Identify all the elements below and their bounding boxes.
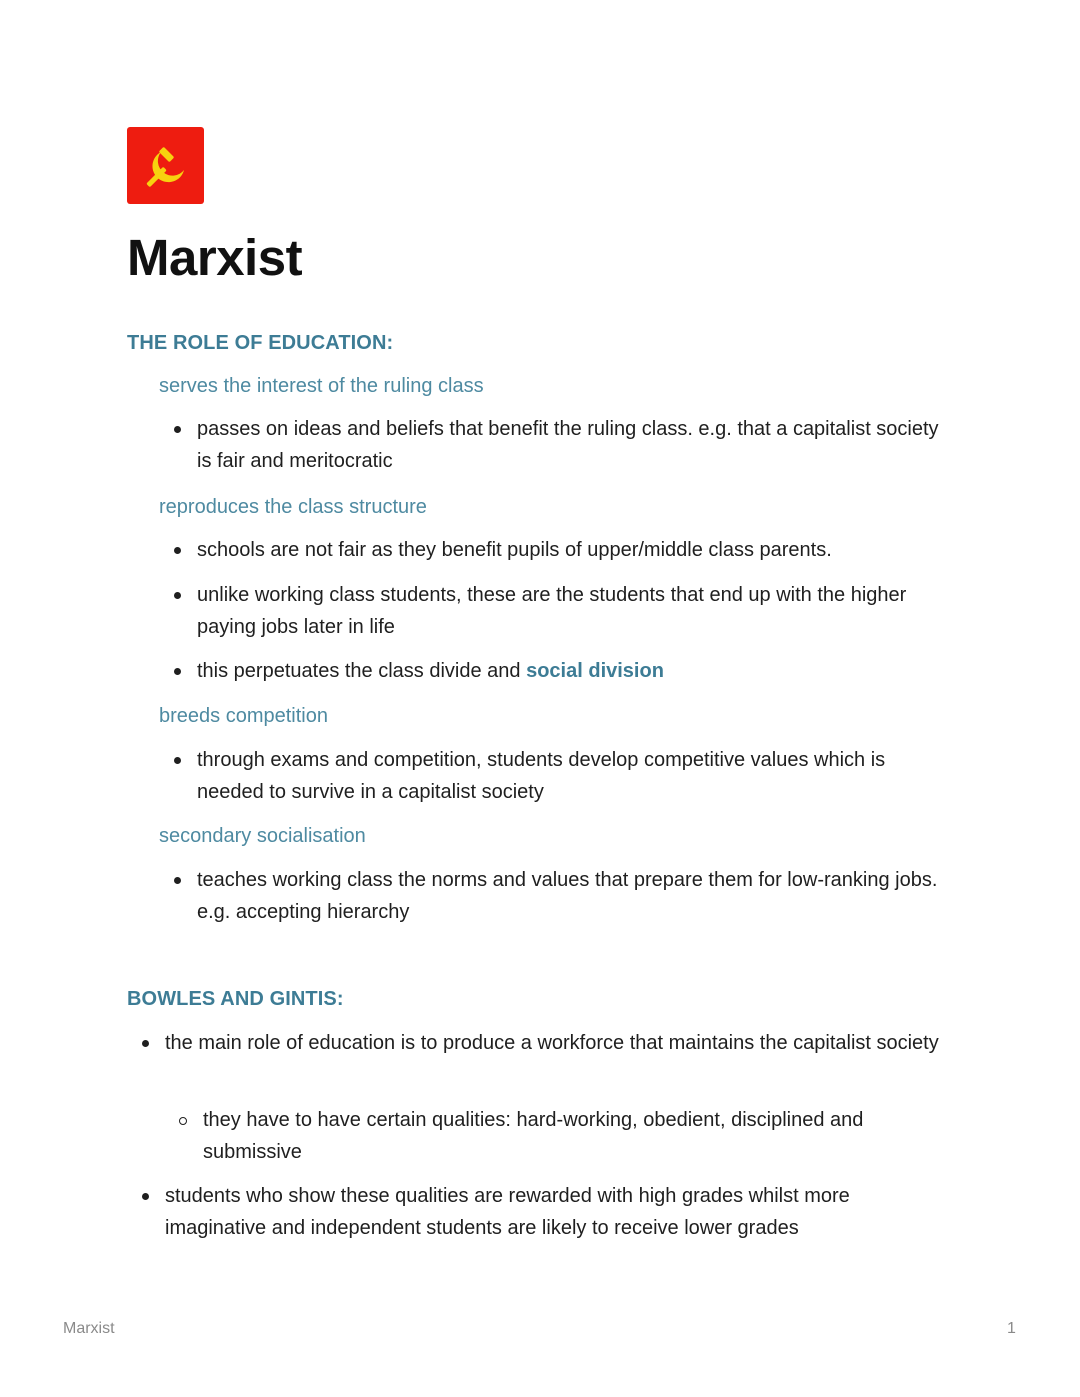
list-item: the main role of education is to produce a workforce that maintains the capitalist society	[165, 1027, 945, 1059]
list-item: unlike working class students, these are the students that end up with the higher paying jobs later in life	[197, 579, 957, 643]
hammer-and-sickle-icon	[141, 141, 191, 191]
list-item: teaches working class the norms and values that prepare them for low-ranking jobs. e.g. accepting hierarchy	[197, 864, 957, 928]
emphasis-text: social division	[526, 660, 664, 682]
section-heading-bowles-gintis: BOWLES AND GINTIS:	[127, 988, 344, 1010]
footer-title: Marxist	[63, 1320, 115, 1337]
subsection-title: serves the interest of the ruling class	[159, 375, 484, 397]
list-item: students who show these qualities are rewarded with high grades whilst more imaginative and independent students are likely to receive lower grades	[165, 1180, 945, 1244]
section-heading-role: THE ROLE OF EDUCATION:	[127, 332, 394, 354]
subsection-title: secondary socialisation	[159, 825, 366, 847]
list-item-text: this perpetuates the class divide and	[197, 660, 527, 682]
page-title: Marxist	[127, 229, 303, 286]
page-number: 1	[1007, 1320, 1016, 1337]
sub-list-item: they have to have certain qualities: hard-working, obedient, disciplined and submissive	[203, 1104, 943, 1168]
subsection-title: reproduces the class structure	[159, 496, 427, 518]
subsection-title: breeds competition	[159, 705, 328, 727]
list-item: through exams and competition, students develop competitive values which is needed to survive in a capitalist society	[197, 744, 957, 808]
list-item: passes on ideas and beliefs that benefit the ruling class. e.g. that a capitalist society is fair and meritocratic	[197, 413, 957, 477]
list-item	[197, 655, 957, 687]
page-icon	[127, 127, 204, 204]
list-item: schools are not fair as they benefit pupils of upper/middle class parents.	[197, 534, 957, 566]
